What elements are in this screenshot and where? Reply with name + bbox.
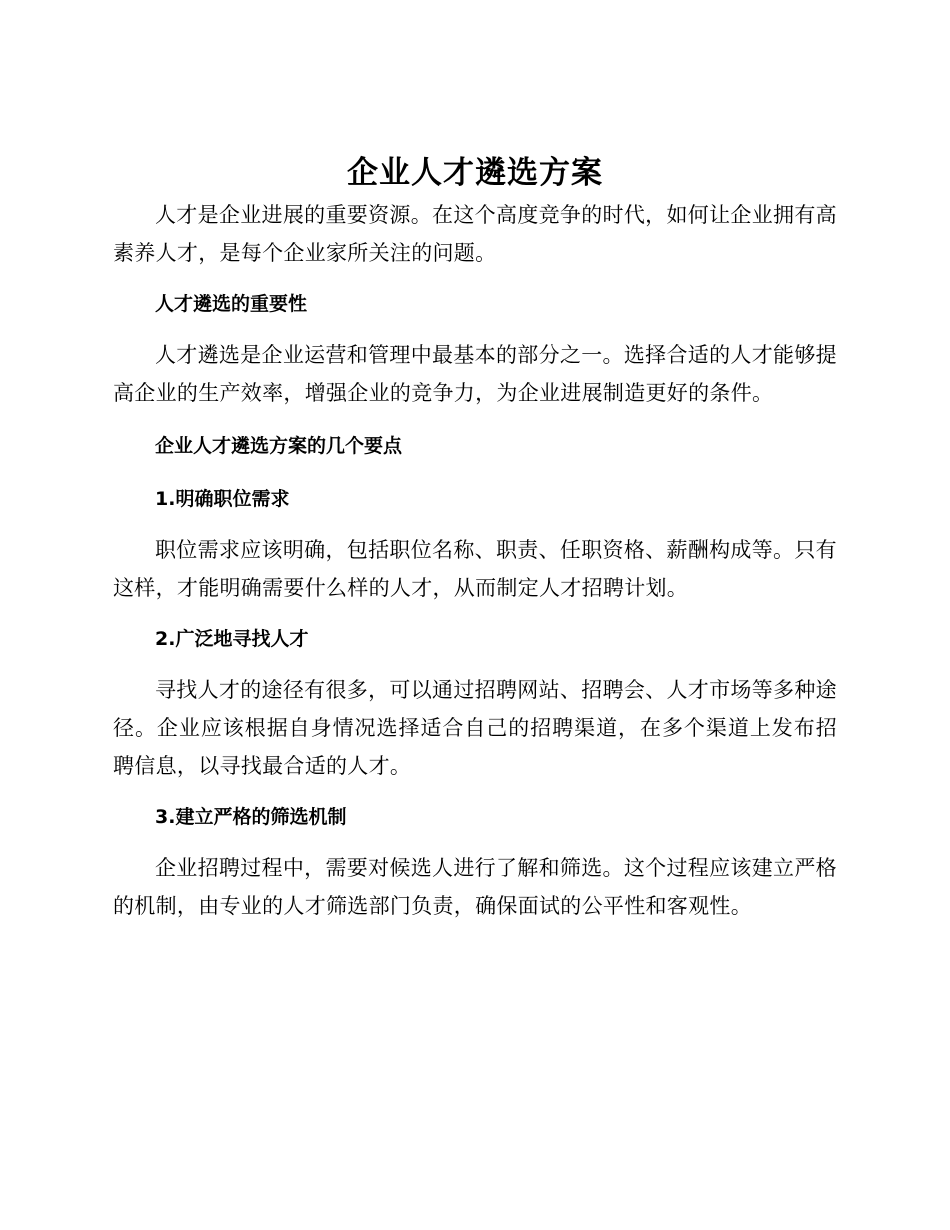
intro-paragraph: 人才是企业进展的重要资源。在这个高度竞争的时代，如何让企业拥有高素养人才，是每个企业家所关注的问题。 — [113, 203, 837, 265]
section-heading-find-talent: 2.广泛地寻找人才 — [155, 628, 309, 650]
section-paragraph-screening: 企业招聘过程中，需要对候选人进行了解和筛选。这个过程应该建立严格的机制，由专业的人才筛选部门负责，确保面试的公平性和客观性。 — [113, 856, 837, 918]
document-body — [113, 150, 837, 925]
section-paragraph-find-talent: 寻找人才的途径有很多，可以通过招聘网站、招聘会、人才市场等多种途径。企业应该根据自身情况选择适合自己的招聘渠道，在多个渠道上发布招聘信息，以寻找最合适的人才。 — [113, 678, 837, 778]
section-paragraph-job-requirements: 职位需求应该明确，包括职位名称、职责、任职资格、薪酬构成等。只有这样，才能明确需要什么样的人才，从而制定人才招聘计划。 — [113, 538, 837, 600]
document-title: 企业人才遴选方案 — [347, 155, 603, 191]
section-heading-screening: 3.建立严格的筛选机制 — [155, 806, 347, 828]
section-heading-key-points: 企业人才遴选方案的几个要点 — [155, 435, 403, 457]
section-heading-importance: 人才遴选的重要性 — [155, 293, 308, 315]
section-paragraph-importance: 人才遴选是企业运营和管理中最基本的部分之一。选择合适的人才能够提高企业的生产效率，增强企业的竞争力，为企业进展制造更好的条件。 — [113, 343, 837, 405]
section-heading-job-requirements: 1.明确职位需求 — [155, 488, 290, 510]
